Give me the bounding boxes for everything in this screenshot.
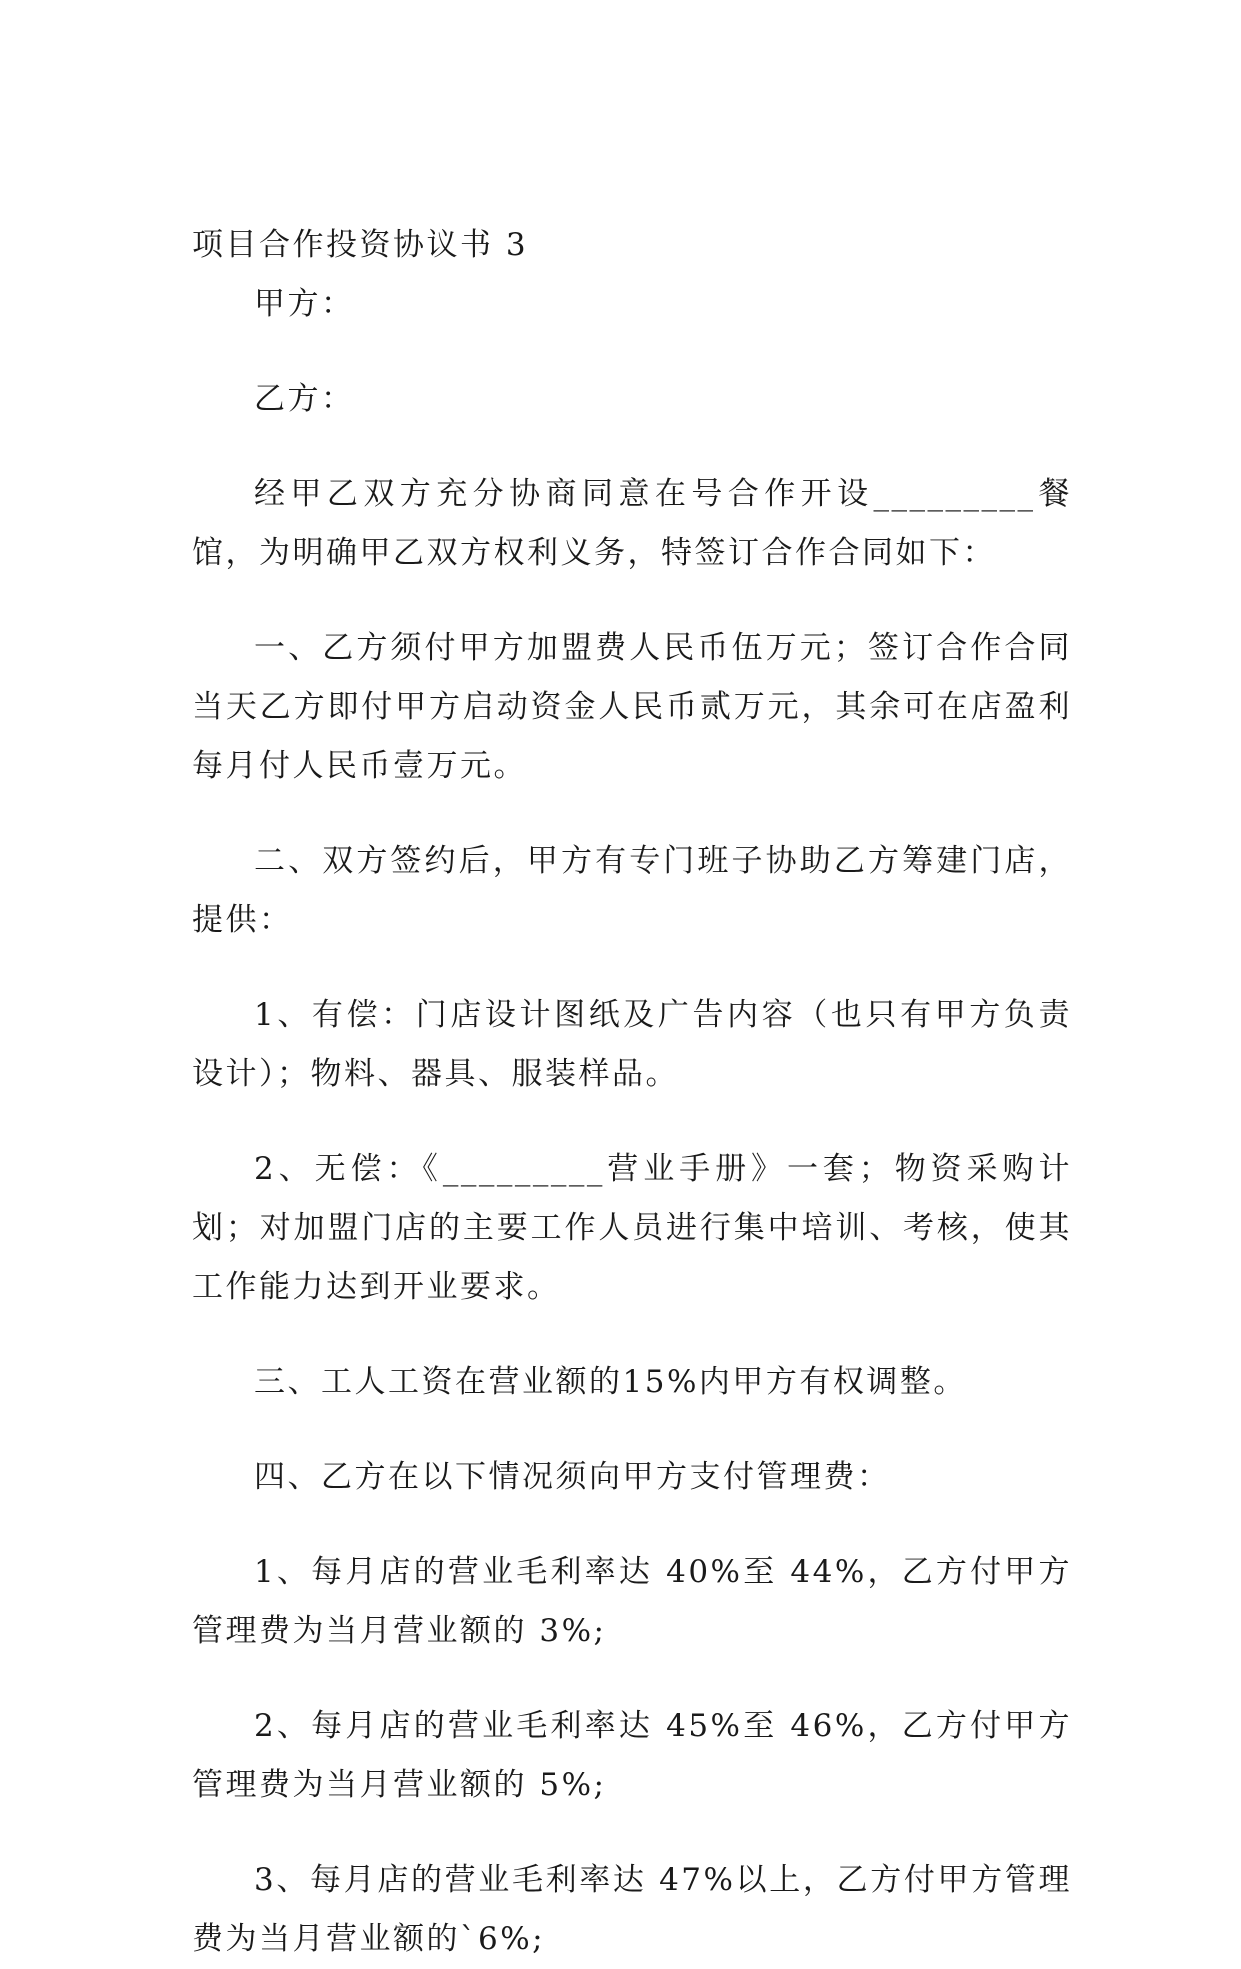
clause-2-paragraph: 二、双方签约后，甲方有专门班子协助乙方筹建门店，提供： bbox=[192, 843, 1072, 938]
clause-4-paragraph: 四、乙方在以下情况须向甲方支付管理费： bbox=[254, 1459, 891, 1495]
clause-2-item-1: 1、有偿：门店设计图纸及广告内容（也只有甲方负责设计）；物料、器具、服装样品。 bbox=[192, 997, 1072, 1092]
party-a-line: 甲方： bbox=[254, 286, 355, 322]
preamble-paragraph: 经甲乙双方充分协商同意在号合作开设_________餐馆，为明确甲乙双方权利义务，特签订合作合同如下： bbox=[192, 476, 1072, 571]
clause-4-item-1: 1、每月店的营业毛利率达 40%至 44%，乙方付甲方管理费为当月营业额的 3%; bbox=[192, 1554, 1072, 1649]
clause-1-paragraph: 一、乙方须付甲方加盟费人民币伍万元；签订合作合同当天乙方即付甲方启动资金人民币贰万元，其余可在店盈利每月付人民币壹万元。 bbox=[192, 630, 1072, 784]
clause-4-item-2: 2、每月店的营业毛利率达 45%至 46%，乙方付甲方管理费为当月营业额的 5%; bbox=[192, 1708, 1072, 1803]
clause-4-item-3: 3、每月店的营业毛利率达 47%以上，乙方付甲方管理费为当月营业额的`6%; bbox=[192, 1862, 1072, 1957]
clause-3-paragraph: 三、工人工资在营业额的15%内甲方有权调整。 bbox=[254, 1364, 967, 1400]
document-title: 项目合作投资协议书 3 bbox=[192, 227, 529, 263]
party-b-line: 乙方： bbox=[254, 381, 355, 417]
document-body bbox=[192, 216, 1072, 1969]
clause-2-item-2: 2、无偿：《_________营业手册》一套；物资采购计划；对加盟门店的主要工作人员进行集中培训、考核，使其工作能力达到开业要求。 bbox=[192, 1151, 1072, 1305]
